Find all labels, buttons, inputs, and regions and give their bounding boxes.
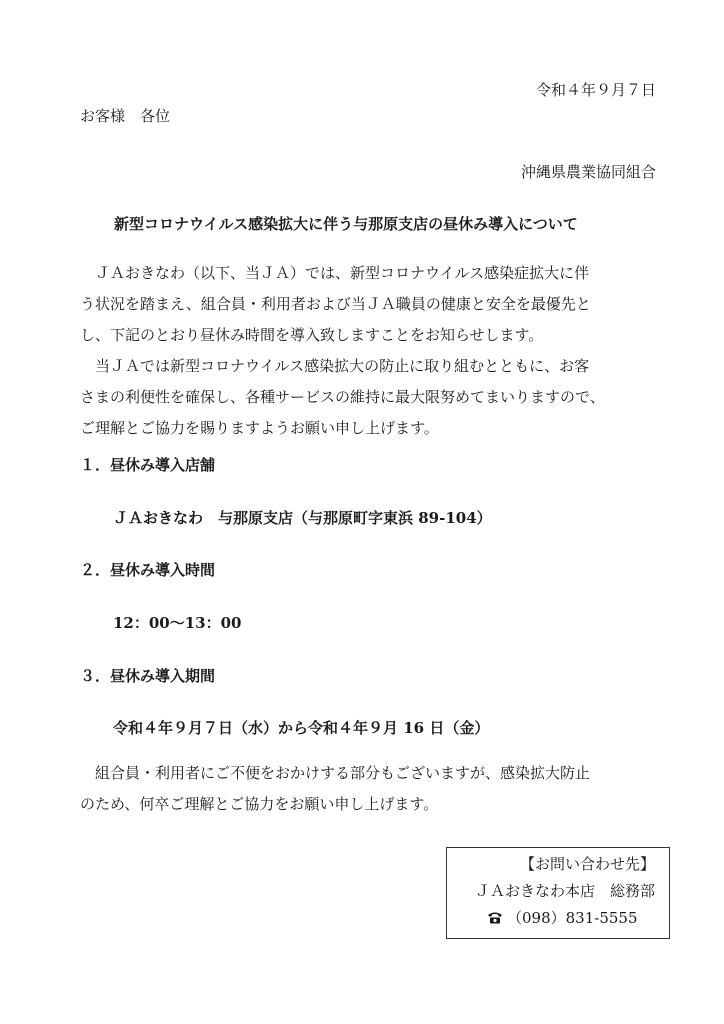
intro-paragraph-2 xyxy=(80,351,605,444)
section-heading-period: ３．昼休み導入期間 xyxy=(80,667,216,685)
section-heading-store: １．昼休み導入店舗 xyxy=(80,456,216,474)
sender-organization: 沖縄県農業協同組合 xyxy=(520,163,656,181)
contact-phone-number: （098）831-5555 xyxy=(507,909,638,927)
contact-phone-row xyxy=(487,908,638,928)
section-content-period: 令和４年９月７日（水）から令和４年９月 16 日（金） xyxy=(113,719,490,737)
document-date: 令和４年９月７日 xyxy=(535,81,656,99)
telephone-icon xyxy=(487,911,503,924)
paragraph-line: 当ＪＡでは新型コロナウイルス感染拡大の防止に取り組むとともに、お客 xyxy=(80,357,590,375)
section-heading-time: ２．昼休み導入時間 xyxy=(80,561,216,579)
intro-paragraph-1 xyxy=(80,258,591,351)
section-content-time: 12：00～13：00 xyxy=(113,614,242,632)
contact-heading: 【お問い合わせ先】 xyxy=(519,855,655,873)
contact-box xyxy=(446,847,670,939)
paragraph-line: さまの利便性を確保し、各種サービスの維持に最大限努めてまいりますので、 xyxy=(80,388,605,406)
paragraph-line: ＪＡおきなわ（以下、当ＪＡ）では、新型コロナウイルス感染症拡大に伴 xyxy=(80,264,590,282)
addressee: お客様 各位 xyxy=(80,107,171,125)
document-title: 新型コロナウイルス感染拡大に伴う与那原支店の昼休み導入について xyxy=(114,215,578,233)
paragraph-line: し、下記のとおり昼休み時間を導入致しますことをお知らせします。 xyxy=(80,326,544,344)
paragraph-line: う状況を踏まえ、組合員・利用者および当ＪＡ職員の健康と安全を最優先と xyxy=(80,295,591,313)
paragraph-line: 組合員・利用者にご不便をおかけする部分もございますが、感染拡大防止 xyxy=(80,764,591,782)
paragraph-line: のため、何卒ご理解とご協力をお願い申し上げます。 xyxy=(80,795,439,813)
closing-paragraph xyxy=(80,758,590,820)
contact-department: ＪＡおきなわ本店 総務部 xyxy=(474,882,655,900)
paragraph-line: ご理解とご協力を賜りますようお願い申し上げます。 xyxy=(80,419,439,437)
section-content-store: ＪＡおきなわ 与那原支店（与那原町字東浜 89-104） xyxy=(113,509,492,527)
